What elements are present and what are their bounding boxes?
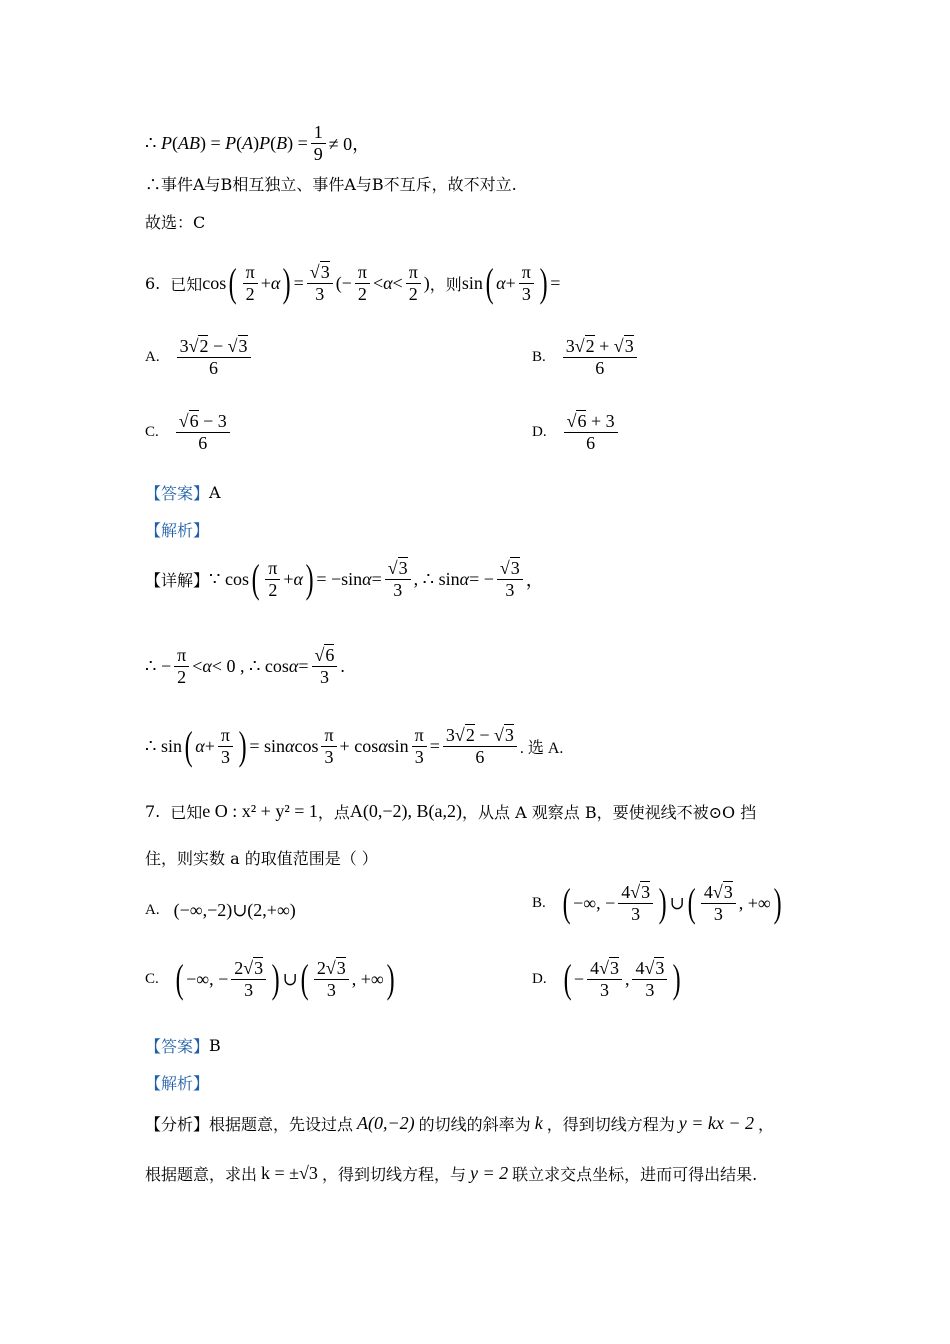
q7-stem-line-2 (145, 846, 378, 869)
q6-detail-line-1 (145, 558, 544, 600)
q6-number: 6. (145, 273, 161, 293)
q6-analysis-tag: 【解析】 (145, 521, 210, 540)
q6-detail-math-1: ∵ cos ( $\frac{\pi}{2}$ + α ) = −sin α = $\frac{√3}{3}$ , ∴ sin α = − $\frac{√3}{3}$ ， (209, 556, 544, 602)
conclusion-text-2: ∴事件A与B相互独立、事件A与B不互斥，故不对立. (145, 175, 517, 194)
q7-option-a[interactable]: A. (−∞,−2)∪(2,+∞) (145, 900, 296, 920)
q6-stem-prefix: 已知 (170, 274, 203, 294)
conclusion-text-1: ∴ P(AB) = P(A)P(B) = (145, 132, 308, 153)
choice-line (145, 210, 205, 233)
q6-detail-line-3: ∴ sin ( α + $\frac{\pi}{3}$ ) = sin α cos $\frac{\pi}{3}$ + cos α sin $\frac{\pi}{3}$ = $\frac{3√2 - √3}{6}$ . 选 A. (145, 723, 564, 769)
q6-stem (145, 262, 560, 304)
q6-answer-tag: 【答案】 (145, 484, 210, 503)
q7-stem-b: ，点 (317, 803, 350, 822)
q7-stem-c: ，从点 A 观察点 B，要使视线不被⊙O 挡 (462, 803, 757, 822)
q6-answer-line (145, 481, 221, 504)
choice-text: 故选：C (145, 213, 206, 232)
q7-option-b[interactable]: B. ( −∞, − $\frac{4√3}{3}$ ) ∪ ( $\frac{4√3}{3}$ , +∞ ) (532, 880, 782, 926)
q6-option-c[interactable]: C. $\frac{√6 - 3}{6}$ (145, 411, 233, 453)
q7-answer-tag: 【答案】 (145, 1037, 210, 1056)
q7-answer-line (145, 1034, 221, 1057)
q7-option-d[interactable]: D. ( − $\frac{4√3}{3}$ , $\frac{4√3}{3}$ ) (532, 956, 682, 1002)
q7-stem-line2-text: 住，则实数 a 的取值范围是（ ） (145, 849, 378, 868)
q7-analysis-text-1: 【分析】 根据题意，先设过点 A(0,−2) 的切线的斜率为 k ，得到切线方程为 y = kx − 2 ， (145, 1113, 774, 1134)
q6-target-expression: sin ( α + $\frac{\pi}{3}$ ) = (461, 260, 561, 306)
q7-answer-value: B (209, 1036, 221, 1055)
q7-stem-line-1 (145, 800, 756, 823)
conclusion-line-2 (145, 172, 517, 195)
q7-option-c[interactable]: C. ( −∞, − $\frac{2√3}{3}$ ) ∪ ( $\frac{2√3}{3}$ , +∞ ) (145, 956, 395, 1002)
q7-analysis-text-2: 根据题意，求出 k = ±√3 ，得到切线方程，与 y = 2 联立求交点坐标，进而可得出结果. (145, 1163, 758, 1184)
q7-points: A(0,−2), B(a,2) (349, 801, 463, 821)
q6-option-d[interactable]: D. $\frac{√6 + 3}{6}$ (532, 411, 621, 453)
q6-given-expression: cos ( $\frac{\pi}{2}$ + α ) = $\frac{√3}{3}$ (− $\frac{\pi}{2}$ < α < $\frac{\pi}{2}$ ) (202, 260, 430, 306)
q7-analysis-tag: 【解析】 (145, 1074, 210, 1093)
q7-analysis-line (145, 1071, 209, 1094)
q6-stem-suffix: ，则 (429, 274, 462, 294)
q7-circle-eq: e O : x² + y² = 1 (202, 801, 318, 821)
q6-final-choice: . 选 A. (519, 739, 564, 757)
q6-detail-line-2: ∴ − $\frac{\pi}{2}$ < α < 0 , ∴ cos α = $\frac{√6}{3}$ . (145, 645, 345, 687)
q6-detail-tag: 【详解】 (145, 570, 210, 590)
q6-option-b[interactable]: B. $\frac{3√2 + √3}{6}$ (532, 336, 640, 378)
q7-number: 7. (145, 802, 161, 821)
fraction-one-ninth: $\frac{1}{9}$ (311, 122, 326, 164)
q6-answer-value: A (209, 483, 221, 502)
q7-stem-a: 已知 (170, 803, 203, 822)
conclusion-line-1: ∴ P(AB) = P(A)P(B) = $\frac{1}{9}$ ≠ 0， (145, 122, 371, 164)
q6-option-a[interactable]: A. $\frac{3√2 - √3}{6}$ (145, 336, 254, 378)
q6-analysis-line (145, 518, 209, 541)
